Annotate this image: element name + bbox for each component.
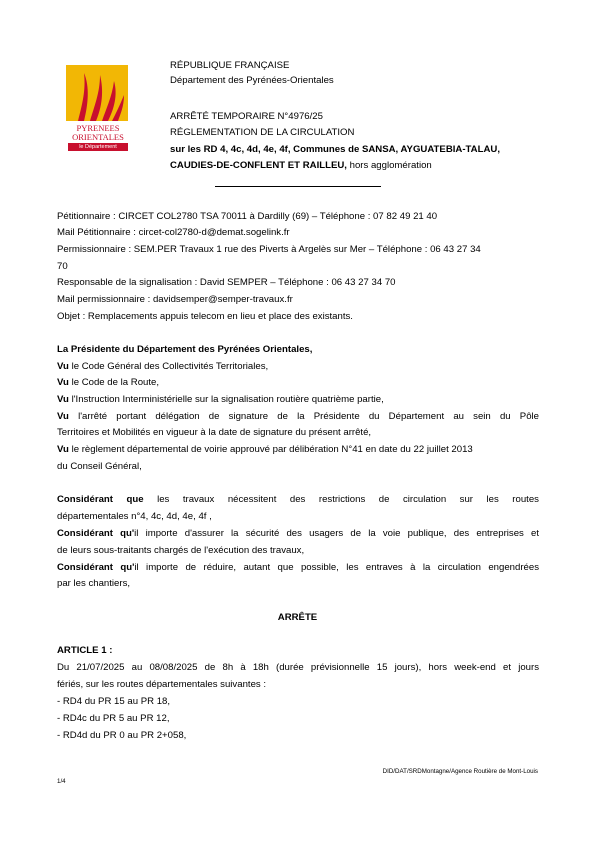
decree-roads-scope: hors agglomération — [346, 160, 432, 171]
vu-line-5 — [57, 444, 473, 456]
considerant-3-cont: par les chantiers, — [57, 578, 131, 589]
vu-label: Vu — [57, 361, 69, 372]
vu-text: le règlement départemental de voirie approuvé par délibération N°41 en date du 22 juillet 2013 — [68, 444, 473, 455]
vu-label: Vu — [57, 444, 69, 455]
considerant-2 — [57, 528, 539, 540]
considerant-label: Considérant que — [57, 494, 144, 505]
objet-line: Objet : Remplacements appuis telecom en lieu et place des existants. — [57, 311, 353, 322]
vu-text: le Code Général des Collectivités Territoriales, — [68, 361, 269, 372]
considerant-label: Considérant qu' — [57, 562, 135, 573]
considerant-text: les travaux nécessitent des restrictions de circulation sur les routes — [143, 494, 539, 505]
vu-line-2 — [57, 377, 159, 389]
vu-label: Vu — [57, 411, 69, 422]
petitionnaire-line: Pétitionnaire : CIRCET COL2780 TSA 70011 à Dardilly (69) – Téléphone : 07 82 49 21 40 — [57, 211, 438, 222]
article-1-para: Du 21/07/2025 au 08/08/2025 de 8h à 18h (durée prévisionnelle 15 jours), hors week-end et jours — [57, 662, 539, 673]
presidente-line: La Présidente du Département des Pyrénées Orientales, — [57, 344, 313, 355]
decree-roads-line2 — [170, 160, 432, 172]
page-number: 1/4 — [57, 778, 66, 785]
decree-roads-line1: sur les RD 4, 4c, 4d, 4e, 4f, Communes de SANSA, AYGUATEBIA-TALAU, — [170, 144, 500, 155]
considerant-label: Considérant qu' — [57, 528, 135, 539]
considerant-2-cont: de leurs sous-traitants chargés de l'exécution des travaux, — [57, 545, 305, 556]
article-1-title: ARTICLE 1 : — [57, 645, 113, 656]
list-item: - RD4 du PR 15 au PR 18, — [57, 696, 171, 707]
considerant-3 — [57, 562, 539, 574]
permissionnaire-line-cont: 70 — [57, 261, 68, 272]
vu-text: le Code de la Route, — [68, 377, 160, 388]
article-1-para-cont: fériés, sur les routes départementales suivantes : — [57, 679, 267, 690]
vu-line-1 — [57, 361, 268, 373]
list-item: - RD4c du PR 5 au PR 12, — [57, 713, 170, 724]
considerant-1 — [57, 494, 539, 506]
vu-line-3 — [57, 394, 384, 406]
vu-label: Vu — [57, 394, 69, 405]
considerant-1-cont: départementales n°4, 4c, 4d, 4e, 4f , — [57, 511, 212, 522]
permissionnaire-line: Permissionnaire : SEM.PER Travaux 1 rue des Piverts à Argelès sur Mer – Téléphone : 06 43 27 34 — [57, 244, 481, 255]
vu-line-4-cont: Territoires et Mobilités en vigueur à la date de signature du présent arrêté, — [57, 427, 372, 438]
vu-text: l'Instruction Interministérielle sur la signalisation routière quatrième partie, — [68, 394, 384, 405]
logo-line2: ORIENTALES — [72, 132, 124, 142]
footer-reference: DID/DAT/SRDMontagne/Agence Routière de Mont-Louis — [382, 768, 538, 775]
department-logo — [64, 65, 132, 155]
department-heading: Département des Pyrénées-Orientales — [170, 75, 334, 86]
arrete-heading: ARRÊTE — [277, 612, 318, 623]
responsable-line: Responsable de la signalisation : David SEMPER – Téléphone : 06 43 27 34 70 — [57, 277, 396, 288]
decree-title: ARRÊTÉ TEMPORAIRE N°4976/25 — [170, 111, 323, 122]
republic-heading: RÉPUBLIQUE FRANÇAISE — [170, 60, 290, 71]
vu-text: l'arrêté portant délégation de signature de la Présidente du Département au sein du Pôle — [68, 411, 539, 422]
list-item: - RD4d du PR 0 au PR 2+058, — [57, 730, 187, 741]
vu-line-5-cont: du Conseil Général, — [57, 461, 142, 472]
logo-line3: le Département — [68, 143, 128, 151]
vu-line-4 — [57, 411, 539, 423]
logo-line1: PYRENEES — [76, 123, 120, 133]
mail-petitionnaire-line: Mail Pétitionnaire : circet-col2780-d@demat.sogelink.fr — [57, 227, 290, 238]
considerant-text: il importe de réduire, autant que possible, les entraves à la circulation engendrées — [134, 562, 540, 573]
considerant-text: il importe d'assurer la sécurité des usagers de la voie publique, des entreprises et — [134, 528, 539, 539]
header-divider — [215, 186, 381, 187]
vu-label: Vu — [57, 377, 69, 388]
mail-permissionnaire-line: Mail permissionnaire : davidsemper@semper-travaux.fr — [57, 294, 293, 305]
decree-subject: RÉGLEMENTATION DE LA CIRCULATION — [170, 127, 355, 138]
decree-roads-communes: CAUDIES-DE-CONFLENT ET RAILLEU, — [170, 160, 347, 171]
